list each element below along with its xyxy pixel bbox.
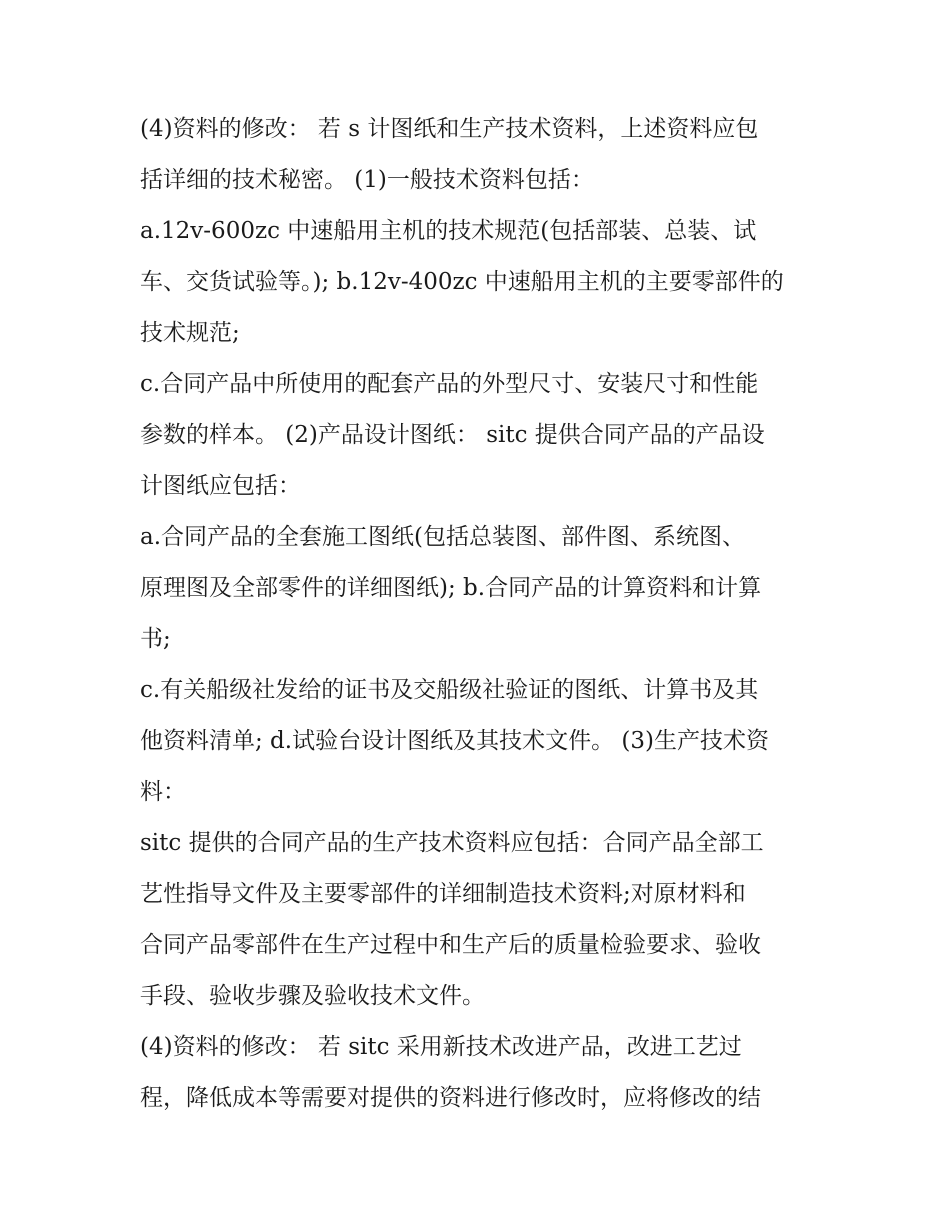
text-line: c.合同产品中所使用的配套产品的外型尺寸、安装尺寸和性能: [140, 371, 759, 397]
text-line: 车、交货试验等。); b.12v-400zc 中速船用主机的主要零部件的: [140, 269, 784, 295]
text-line: sitc 提供的合同产品的生产技术资料应包括：合同产品全部工: [140, 830, 764, 856]
text-line: a.合同产品的全套施工图纸(包括总装图、部件图、系统图、: [140, 524, 745, 550]
text-line: 合同产品零部件在生产过程中和生产后的质量检验要求、验收: [140, 932, 761, 958]
text-line: 技术规范;: [140, 320, 240, 346]
paragraph-production-technical-data: [140, 818, 820, 1022]
text-line: a.12v-600zc 中速船用主机的技术规范(包括部装、总装、试: [140, 218, 757, 244]
paragraph-data-modification: [140, 1022, 820, 1124]
paragraph-construction-drawings: [140, 512, 820, 665]
paragraph-classification-certificates: [140, 665, 820, 818]
text-line: 计图纸应包括：: [140, 473, 301, 499]
text-line: 书;: [140, 626, 171, 652]
text-line: (4)资料的修改： 若 s 计图纸和生产技术资料，上述资料应包: [140, 116, 759, 142]
text-line: 括详细的技术秘密。 (1)一般技术资料包括：: [140, 167, 594, 193]
text-line: 他资料清单; d.试验台设计图纸及其技术文件。 (3)生产技术资: [140, 728, 769, 754]
text-line: c.有关船级社发给的证书及交船级社验证的图纸、计算书及其: [140, 677, 759, 703]
text-line: (4)资料的修改： 若 sitc 采用新技术改进产品，改进工艺过: [140, 1034, 742, 1060]
text-line: 料：: [140, 779, 186, 805]
text-line: 艺性指导文件及主要零部件的详细制造技术资料;对原材料和: [140, 881, 746, 907]
text-line: 手段、验收步骤及验收技术文件。: [140, 983, 485, 1009]
text-line: 原理图及全部零件的详细图纸); b.合同产品的计算资料和计算: [140, 575, 762, 601]
text-line: 参数的样本。 (2)产品设计图纸： sitc 提供合同产品的产品设: [140, 422, 765, 448]
document-body: [140, 104, 820, 1124]
paragraph-technical-specs: [140, 206, 820, 359]
paragraph-data-revision: [140, 104, 820, 206]
paragraph-product-samples: [140, 359, 820, 512]
text-line: 程，降低成本等需要对提供的资料进行修改时，应将修改的结: [140, 1085, 761, 1111]
